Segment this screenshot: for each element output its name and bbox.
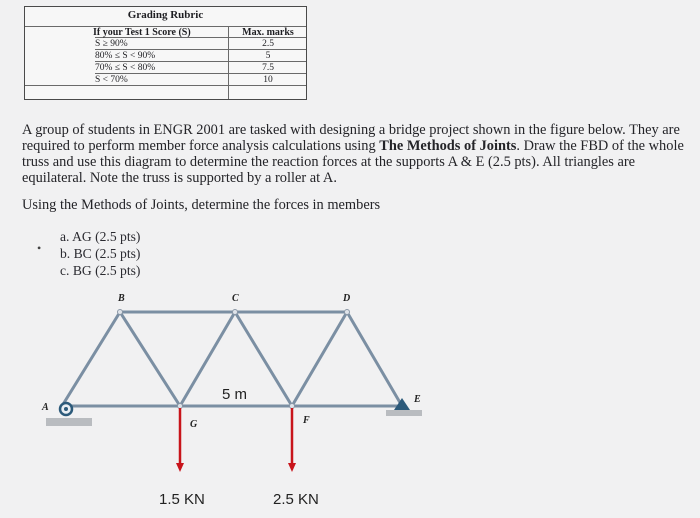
rubric-column-divider [228,26,229,99]
roller-pin [64,407,68,411]
load-arrows [176,408,296,472]
rubric-marks: 5 [265,51,271,61]
joint-d [345,310,350,315]
joint-b [118,310,123,315]
load-label-g: 1.5 KN [159,491,205,508]
truss-diagram [0,280,700,518]
member-fd [292,312,347,406]
rubric-divider [25,85,306,86]
rubric-range: S ≥ 90% [95,39,128,49]
member-ab [62,312,120,406]
intro-text-continued: . Draw the FBD of the whole truss and use this diagram to determine the reaction forces at the supports A & E (2.5 pts). All triangles are equilateral. Note the truss is supported by a roller at A. [22,138,684,186]
node-label-d: D [343,293,351,304]
rubric-header-marks: Max. marks [242,27,294,38]
node-label-e: E [414,394,421,405]
node-label-b: B [118,293,125,304]
node-label-a: A [42,402,49,413]
rubric-range: 80% ≤ S < 90% [95,51,156,61]
rubric-header-score: If your Test 1 Score (S) [93,27,191,38]
bullet-mark: • [37,241,42,255]
rubric-marks: 7.5 [262,63,274,73]
rubric-title: Grading Rubric [127,9,204,21]
rubric-marks: 10 [263,75,273,85]
pin-icon [394,398,410,410]
rubric-divider [95,49,306,50]
load-label-f: 2.5 KN [273,491,319,508]
intro-text: A group of students in ENGR 2001 are tasked with designing a bridge project shown in the figure below. They are required to perform member force analysis calculations using [22,122,680,154]
joint-f [290,404,295,409]
problem-statement [22,122,692,186]
node-label-c: C [232,293,239,304]
question-parts-list [60,228,140,279]
rubric-divider [95,73,306,74]
arrowhead-icon [288,463,296,472]
question-part-c: c. BG (2.5 pts) [60,263,141,278]
member-de [347,312,402,406]
rubric-range: S < 70% [95,75,128,85]
rubric-marks: 2.5 [262,39,274,49]
rubric-range: 70% ≤ S < 80% [95,63,156,73]
ground-e [386,410,422,416]
rubric-divider [95,61,306,62]
method-name: The Methods of Joints [379,138,517,154]
dimension-label: 5 m [222,386,248,403]
member-bg [120,312,180,406]
joint-g [178,404,183,409]
arrowhead-icon [176,463,184,472]
question-part-b: b. BC (2.5 pts) [60,246,141,261]
question-part-a: a. AG (2.5 pts) [60,229,141,244]
grading-rubric-table [24,6,307,100]
ground-a [46,418,92,426]
node-label-f: F [303,415,310,426]
node-label-g: G [190,419,198,430]
method-instruction: Using the Methods of Joints, determine the forces in members [22,197,381,213]
joint-c [233,310,238,315]
